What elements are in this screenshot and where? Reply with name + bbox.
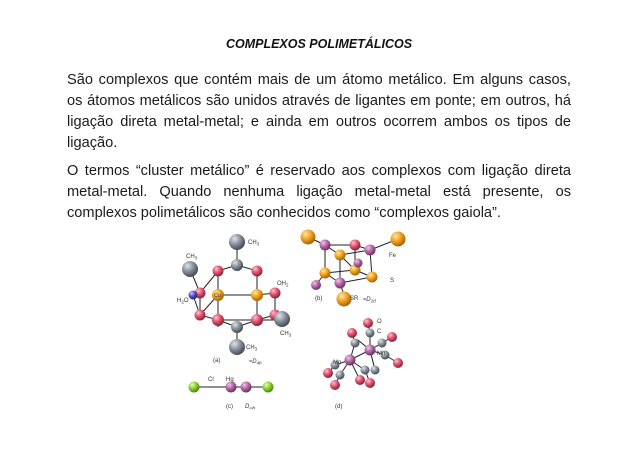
svg-text:(b): (b) (315, 296, 323, 302)
svg-text:OH2: $OH_2$ (277, 281, 289, 288)
svg-text:Fe: Fe (389, 253, 397, 259)
svg-text:Mn: Mn (377, 351, 386, 357)
slide-title: COMPLEXOS POLIMETÁLICOS (225, 37, 413, 51)
svg-text:Cl: Cl (208, 377, 214, 383)
svg-text:CH3: $CH_3$ (248, 240, 260, 247)
svg-text:CH3: $CH_3$ (246, 345, 258, 352)
panel-d-labels (333, 319, 385, 410)
cluster-paragraph: O termos “cluster metálico” é reservado aos complexos com ligação direta metal-metal. Quando nenhuma ligação metal-metal está presente, os complexos polimetálicos são conhecidos como “complexos gaiola”. (67, 163, 571, 221)
svg-text:H2O: $H_2O$ (177, 298, 189, 305)
svg-text:D∞h: $D_{\infty h}$ (245, 404, 256, 411)
svg-text:(a): (a) (213, 358, 221, 364)
svg-text:(c): (c) (226, 404, 233, 410)
polymetallic-complexes-figure (160, 225, 420, 420)
svg-text:O: O (377, 319, 382, 325)
svg-text:SR: SR (350, 296, 359, 302)
svg-text:Hg: Hg (226, 377, 234, 383)
panel-c-mercury-chloride (189, 377, 274, 411)
svg-text:≈D4h: $\approx D_{4h}$ (249, 359, 262, 366)
svg-text:C: C (377, 329, 382, 335)
svg-text:CH3: $CH_3$ (186, 254, 198, 261)
svg-text:Mn: Mn (333, 360, 342, 366)
svg-text:S: S (390, 278, 395, 284)
svg-text:≈D2d: $\approx D_{2d}$ (363, 297, 376, 304)
svg-text:Cu: Cu (214, 293, 222, 299)
svg-text:CH3: $CH_3$ (280, 331, 292, 338)
svg-text:(d): (d) (335, 404, 343, 410)
intro-paragraph: São complexos que contém mais de um átomo metálico. Em alguns casos, os átomos metálicos são unidos através de ligantes em ponte; em outros, há ligação direta metal-metal; e ainda em outros ocorrem ambos os tipos de ligação. (67, 72, 571, 151)
